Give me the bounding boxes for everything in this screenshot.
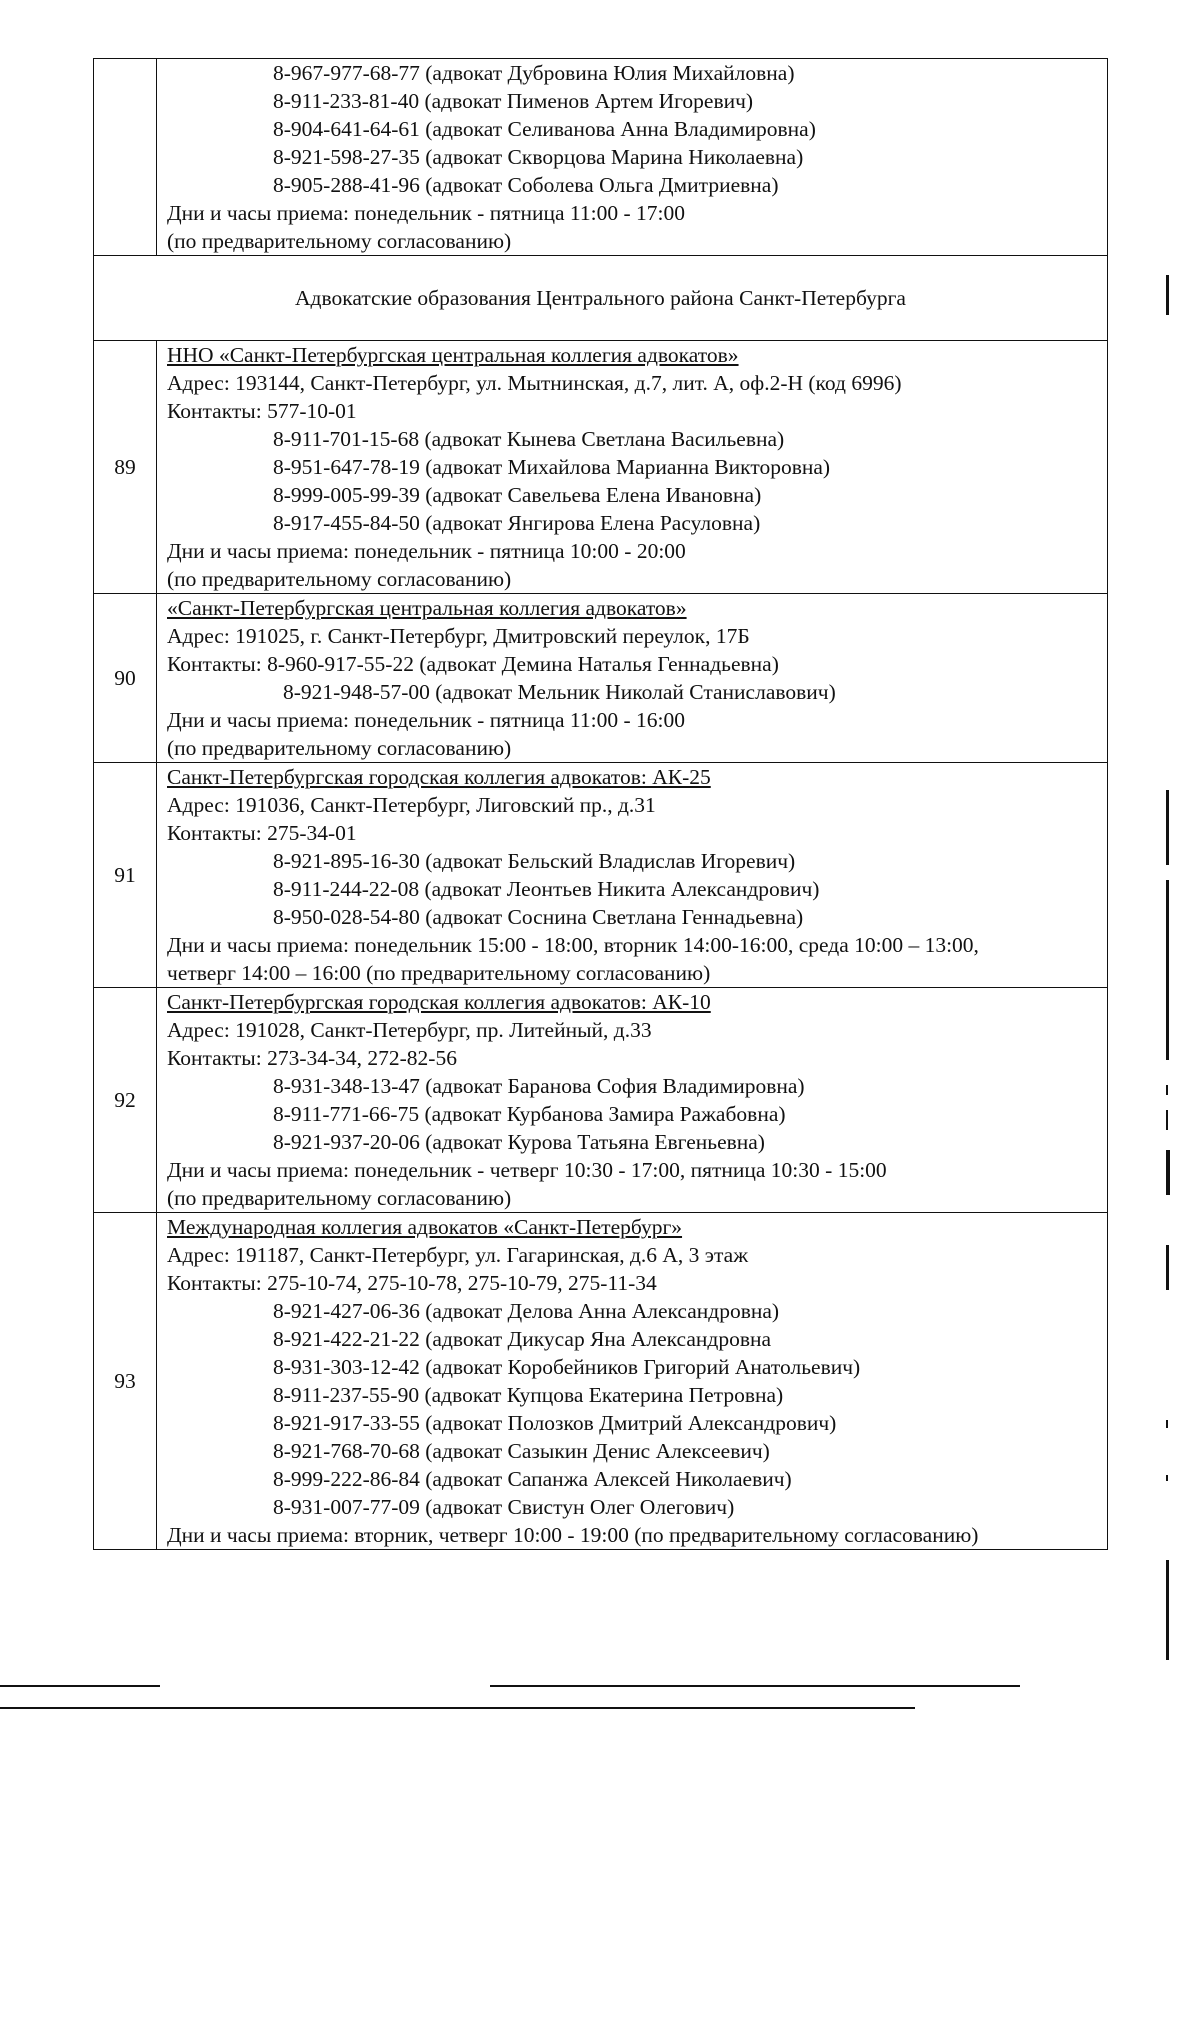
table-row [94,763,1108,988]
organization-contacts: Контакты: 8-960-917-55-22 (адвокат Демина Наталья Геннадьевна) [167,652,779,676]
lawyer-phone-line: 8-921-895-16-30 (адвокат Бельский Владислав Игоревич) [273,849,796,873]
lawyer-phone-line: 8-911-771-66-75 (адвокат Курбанова Замира Ражабовна) [273,1102,786,1126]
scan-edge-mark [1166,790,1169,865]
section-header-row [94,256,1108,341]
scan-edge-mark [1166,1085,1168,1095]
entry-body [157,988,1108,1213]
lawyer-phone-line: 8-911-701-15-68 (адвокат Кынева Светлана Васильевна) [273,427,785,451]
organization-address: Адрес: 193144, Санкт-Петербург, ул. Мытнинская, д.7, лит. А, оф.2-Н (код 6996) [167,371,902,395]
organization-address: Адрес: 191025, г. Санкт-Петербург, Дмитровский переулок, 17Б [167,624,750,648]
lawyer-phone-line: 8-917-455-84-50 (адвокат Янгирова Елена Расуловна) [273,511,761,535]
entry-body [157,341,1108,594]
table-row [94,341,1108,594]
entry-body [157,763,1108,988]
lawyer-phone-line: 8-951-647-78-19 (адвокат Михайлова Марианна Викторовна) [273,455,831,479]
lawyer-phone-line: 8-921-768-70-68 (адвокат Сазыкин Денис Алексеевич) [273,1439,770,1463]
organization-name: Международная коллегия адвокатов «Санкт-Петербург» [167,1215,683,1239]
number-cell-empty [94,59,157,256]
lawyer-phone-line: 8-905-288-41-96 (адвокат Соболева Ольга Дмитриевна) [273,173,779,197]
reception-hours: Дни и часы приема: понедельник - пятница 11:00 - 17:00 [167,201,685,225]
reception-hours: Дни и часы приема: понедельник - пятница 11:00 - 16:00 [167,708,685,732]
lawyer-phone-line: 8-921-598-27-35 (адвокат Скворцова Марина Николаевна) [273,145,804,169]
organization-contacts: Контакты: 273-34-34, 272-82-56 [167,1046,457,1070]
lawyer-phone-line: 8-999-222-86-84 (адвокат Сапанжа Алексей Николаевич) [273,1467,792,1491]
organization-address: Адрес: 191036, Санкт-Петербург, Лиговский пр., д.31 [167,793,656,817]
bottom-rule [0,1707,915,1709]
lawyer-phone-line: 8-911-244-22-08 (адвокат Леонтьев Никита Александрович) [273,877,820,901]
entry-body [157,594,1108,763]
entry-body [157,1213,1108,1550]
organization-name: Санкт-Петербургская городская коллегия адвокатов: АК-25 [167,765,711,789]
reception-hours: Дни и часы приема: понедельник 15:00 - 18:00, вторник 14:00-16:00, среда 10:00 – 13:00, [167,933,979,957]
lawyer-phone-line: 8-921-948-57-00 (адвокат Мельник Николай Станиславович) [283,680,836,704]
bottom-rule [0,1685,160,1687]
organization-name: Санкт-Петербургская городская коллегия адвокатов: АК-10 [167,990,711,1014]
organization-address: Адрес: 191028, Санкт-Петербург, пр. Литейный, д.33 [167,1018,652,1042]
lawyer-phone-line: 8-911-237-55-90 (адвокат Купцова Екатерина Петровна) [273,1383,784,1407]
entry-number: 92 [94,988,157,1213]
lawyer-phone-line: 8-999-005-99-39 (адвокат Савельева Елена Ивановна) [273,483,762,507]
reception-note: (по предварительному согласованию) [167,1186,512,1210]
bottom-rule [490,1685,1020,1687]
table-row [94,988,1108,1213]
reception-hours: Дни и часы приема: понедельник - четверг 10:30 - 17:00, пятница 10:30 - 15:00 [167,1158,887,1182]
lawyer-phone-line: 8-931-303-12-42 (адвокат Коробейников Григорий Анатольевич) [273,1355,861,1379]
lawyers-table [93,58,1108,1550]
lawyer-phone-line: 8-931-007-77-09 (адвокат Свистун Олег Олегович) [273,1495,735,1519]
lawyer-phone-line: 8-921-937-20-06 (адвокат Курова Татьяна Евгеньевна) [273,1130,765,1154]
scan-edge-mark [1166,1475,1168,1481]
scan-edge-mark [1166,275,1169,315]
table-row-continued [94,59,1108,256]
entry-body [157,59,1108,256]
scan-edge-mark [1166,1245,1169,1290]
lawyer-phone-line: 8-904-641-64-61 (адвокат Селиванова Анна Владимировна) [273,117,816,141]
lawyer-phone-line: 8-967-977-68-77 (адвокат Дубровина Юлия Михайловна) [273,61,795,85]
reception-note: (по предварительному согласованию) [167,229,512,253]
entry-number: 93 [94,1213,157,1550]
organization-contacts: Контакты: 275-10-74, 275-10-78, 275-10-79, 275-11-34 [167,1271,657,1295]
organization-contacts: Контакты: 577-10-01 [167,399,357,423]
scan-edge-mark [1166,1110,1168,1130]
entry-number: 90 [94,594,157,763]
reception-note: (по предварительному согласованию) [167,736,512,760]
scan-edge-mark [1166,880,1169,1060]
section-header: Адвокатские образования Центрального района Санкт-Петербурга [94,256,1108,341]
organization-name: «Санкт-Петербургская центральная коллегия адвокатов» [167,596,687,620]
organization-name: ННО «Санкт-Петербургская центральная коллегия адвокатов» [167,343,739,367]
table-row [94,594,1108,763]
lawyer-phone-line: 8-921-917-33-55 (адвокат Полозков Дмитрий Александрович) [273,1411,837,1435]
lawyer-phone-line: 8-911-233-81-40 (адвокат Пименов Артем Игоревич) [273,89,754,113]
lawyer-phone-line: 8-921-422-21-22 (адвокат Дикусар Яна Александровна [273,1327,772,1351]
reception-hours: Дни и часы приема: понедельник - пятница 10:00 - 20:00 [167,539,686,563]
organization-address: Адрес: 191187, Санкт-Петербург, ул. Гагаринская, д.6 А, 3 этаж [167,1243,749,1267]
reception-hours: Дни и часы приема: вторник, четверг 10:00 - 19:00 (по предварительному согласованию) [167,1523,979,1547]
lawyer-phone-line: 8-931-348-13-47 (адвокат Баранова София Владимировна) [273,1074,805,1098]
lawyer-phone-line: 8-950-028-54-80 (адвокат Соснина Светлана Геннадьевна) [273,905,804,929]
entry-number: 91 [94,763,157,988]
organization-contacts: Контакты: 275-34-01 [167,821,357,845]
reception-note: (по предварительному согласованию) [167,567,512,591]
lawyer-phone-line: 8-921-427-06-36 (адвокат Делова Анна Александровна) [273,1299,780,1323]
reception-note: четверг 14:00 – 16:00 (по предварительному согласованию) [167,961,711,985]
scan-edge-mark [1166,1150,1170,1195]
scan-edge-mark [1166,1420,1168,1428]
scan-edge-mark [1166,1560,1169,1660]
entry-number: 89 [94,341,157,594]
table-row [94,1213,1108,1550]
